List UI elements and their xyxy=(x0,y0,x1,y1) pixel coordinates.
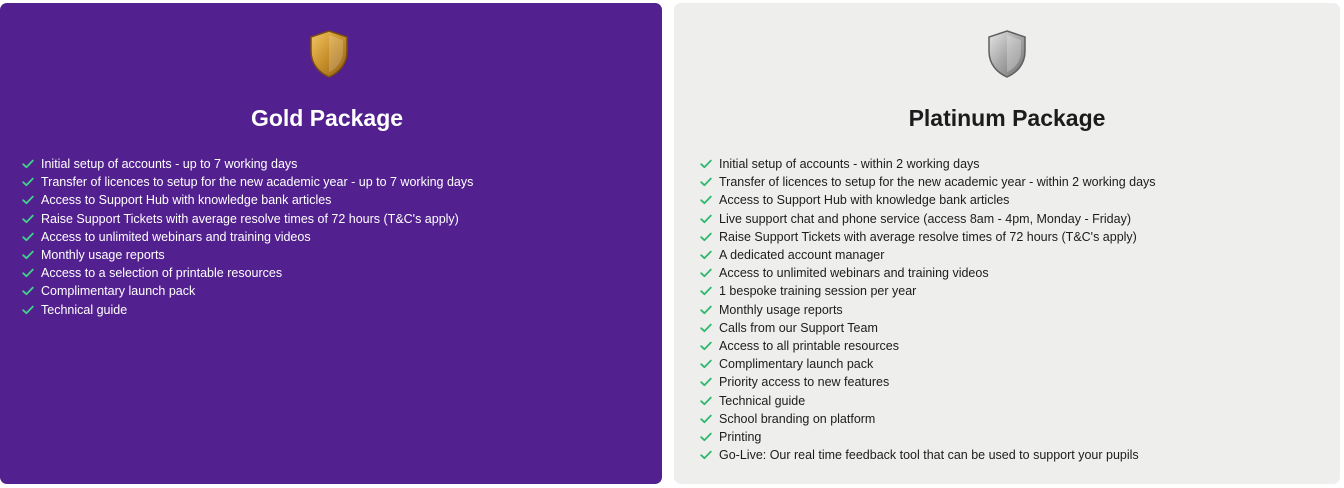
feature-label: Raise Support Tickets with average resolve times of 72 hours (T&C's apply) xyxy=(719,229,1137,244)
checkmark-icon xyxy=(22,159,34,169)
feature-item xyxy=(700,391,1156,409)
feature-label: Monthly usage reports xyxy=(41,248,165,263)
feature-item xyxy=(22,228,473,246)
gold-shield-icon xyxy=(307,29,351,79)
feature-label: Technical guide xyxy=(719,393,806,408)
feature-label: Printing xyxy=(719,429,762,444)
checkmark-icon xyxy=(700,359,712,369)
feature-label: Live support chat and phone service (access 8am - 4pm, Monday - Friday) xyxy=(719,211,1131,226)
gold-package-card xyxy=(0,3,662,484)
checkmark-icon xyxy=(700,250,712,260)
feature-label: Calls from our Support Team xyxy=(719,320,878,335)
checkmark-icon xyxy=(700,323,712,333)
feature-label: Access to unlimited webinars and training videos xyxy=(41,229,311,244)
checkmark-icon xyxy=(22,250,34,260)
checkmark-icon xyxy=(700,286,712,296)
feature-label: Raise Support Tickets with average resolve times of 72 hours (T&C's apply) xyxy=(41,211,459,226)
feature-item xyxy=(700,355,1156,373)
feature-label: Complimentary launch pack xyxy=(41,284,196,299)
checkmark-icon xyxy=(700,341,712,351)
checkmark-icon xyxy=(700,232,712,242)
feature-item xyxy=(700,446,1156,464)
checkmark-icon xyxy=(700,432,712,442)
checkmark-icon xyxy=(700,305,712,315)
gold-feature-list xyxy=(22,155,473,319)
checkmark-icon xyxy=(700,195,712,205)
package-title: Gold Package xyxy=(250,105,404,131)
feature-item xyxy=(700,246,1156,264)
platinum-shield-icon xyxy=(985,29,1029,79)
feature-item xyxy=(22,246,473,264)
feature-item xyxy=(700,319,1156,337)
checkmark-icon xyxy=(22,232,34,242)
feature-item xyxy=(22,301,473,319)
feature-item xyxy=(22,210,473,228)
feature-item xyxy=(700,210,1156,228)
feature-item xyxy=(700,373,1156,391)
package-title: Platinum Package xyxy=(908,105,1106,131)
feature-item xyxy=(22,264,473,282)
feature-item xyxy=(700,191,1156,209)
feature-label: Initial setup of accounts - within 2 working days xyxy=(719,157,980,172)
checkmark-icon xyxy=(22,195,34,205)
platinum-package-card xyxy=(674,3,1340,484)
checkmark-icon xyxy=(22,286,34,296)
feature-label: 1 bespoke training session per year xyxy=(719,284,917,299)
feature-item xyxy=(700,173,1156,191)
feature-label: Complimentary launch pack xyxy=(719,357,874,372)
feature-label: School branding on platform xyxy=(719,411,876,426)
feature-item xyxy=(22,191,473,209)
checkmark-icon xyxy=(700,268,712,278)
checkmark-icon xyxy=(700,177,712,187)
feature-label: Access to Support Hub with knowledge bank articles xyxy=(719,193,1010,208)
feature-item xyxy=(700,301,1156,319)
feature-label: Transfer of licences to setup for the new academic year - up to 7 working days xyxy=(41,175,474,190)
feature-item xyxy=(22,282,473,300)
feature-label: Go-Live: Our real time feedback tool that can be used to support your pupils xyxy=(719,448,1139,463)
feature-label: Monthly usage reports xyxy=(719,302,843,317)
checkmark-icon xyxy=(700,159,712,169)
feature-label: A dedicated account manager xyxy=(719,248,885,263)
feature-item xyxy=(700,155,1156,173)
checkmark-icon xyxy=(22,214,34,224)
checkmark-icon xyxy=(22,268,34,278)
checkmark-icon xyxy=(22,177,34,187)
feature-label: Access to Support Hub with knowledge bank articles xyxy=(41,193,332,208)
feature-label: Access to unlimited webinars and training videos xyxy=(719,266,989,281)
feature-item xyxy=(700,228,1156,246)
feature-label: Priority access to new features xyxy=(719,375,890,390)
feature-item xyxy=(700,410,1156,428)
checkmark-icon xyxy=(700,377,712,387)
checkmark-icon xyxy=(22,305,34,315)
checkmark-icon xyxy=(700,414,712,424)
feature-label: Access to a selection of printable resources xyxy=(41,266,283,281)
platinum-feature-list xyxy=(700,155,1156,464)
checkmark-icon xyxy=(700,396,712,406)
feature-label: Technical guide xyxy=(41,302,128,317)
feature-label: Transfer of licences to setup for the new academic year - within 2 working days xyxy=(719,175,1156,190)
feature-item xyxy=(700,264,1156,282)
checkmark-icon xyxy=(700,214,712,224)
feature-label: Access to all printable resources xyxy=(719,338,899,353)
feature-item xyxy=(700,282,1156,300)
feature-item xyxy=(700,428,1156,446)
feature-item xyxy=(22,173,473,191)
feature-label: Initial setup of accounts - up to 7 working days xyxy=(41,157,298,172)
checkmark-icon xyxy=(700,450,712,460)
feature-item xyxy=(22,155,473,173)
feature-item xyxy=(700,337,1156,355)
